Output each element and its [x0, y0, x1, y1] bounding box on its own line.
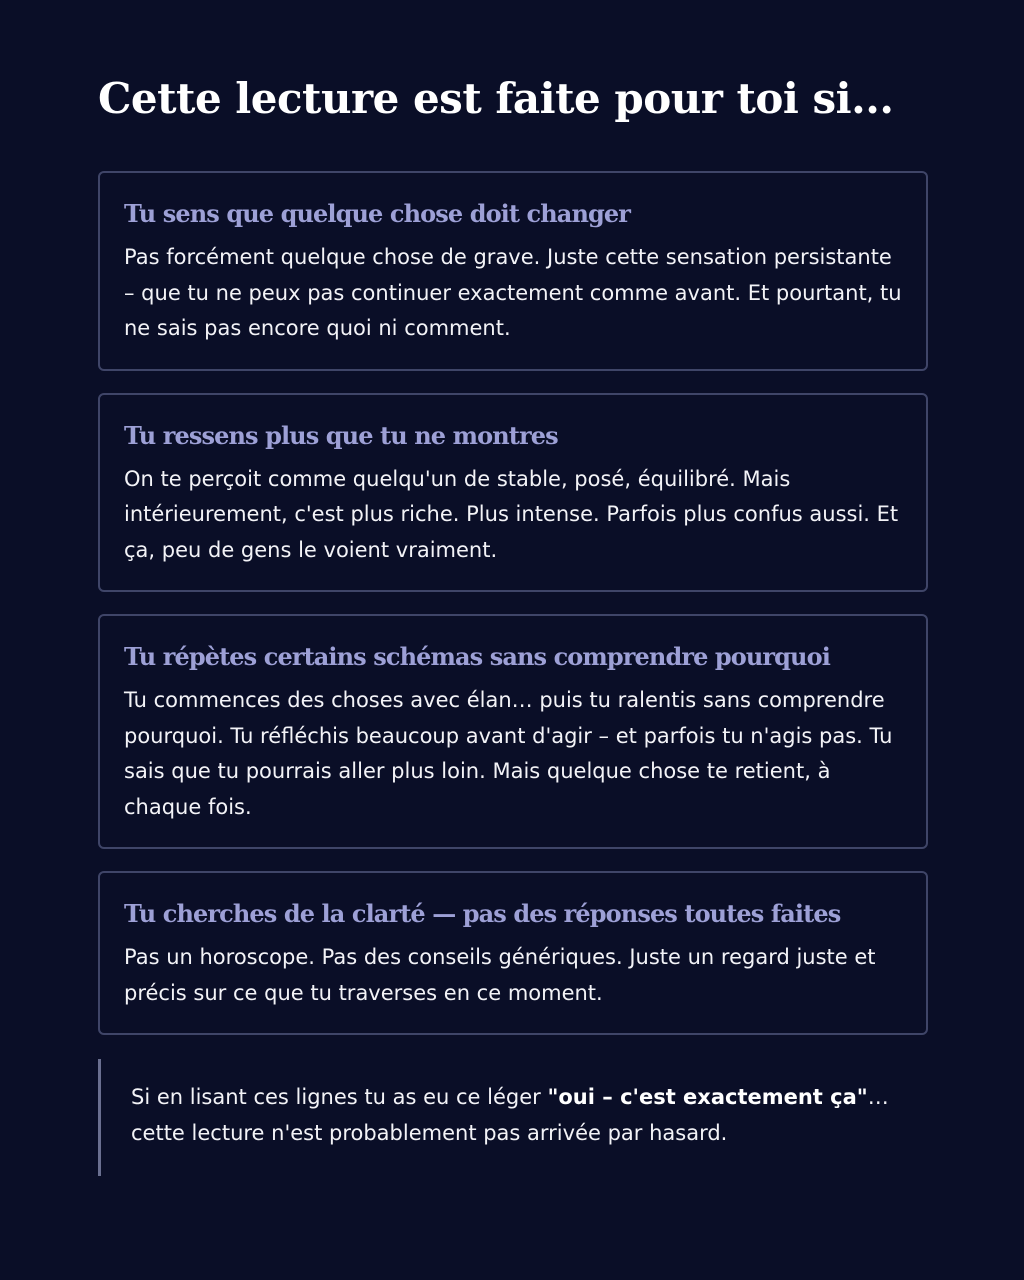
card-title: Tu cherches de la clarté — pas des réponses toutes faites — [124, 899, 841, 928]
card-body: Tu commences des choses avec élan… puis tu ralentis sans comprendre pourquoi. Tu réfléchis beaucoup avant d'agir – et parfois tu n'agis pas. Tu sais que tu pourrais aller plus loin. Mais quelque chose te retient, à chaque fois. — [124, 688, 893, 819]
criteria-card-feelings — [98, 393, 928, 593]
card-body: Pas forcément quelque chose de grave. Juste cette sensation persistante – que tu ne peux pas continuer exactement comme avant. Et pourtant, tu ne sais pas encore quoi ni comment. — [124, 245, 902, 340]
closing-text — [131, 1079, 908, 1151]
card-title: Tu répètes certains schémas sans comprendre pourquoi — [124, 642, 830, 671]
criteria-card-patterns — [98, 614, 928, 849]
page-title: Cette lecture est faite pour toi si... — [98, 74, 894, 123]
card-title: Tu sens que quelque chose doit changer — [124, 199, 630, 228]
criteria-card-change — [98, 171, 928, 371]
card-title: Tu ressens plus que tu ne montres — [124, 420, 558, 450]
closing-quote — [98, 1059, 928, 1176]
card-body: On te perçoit comme quelqu'un de stable, posé, équilibré. Mais intérieurement, c'est plus riche. Plus intense. Parfois plus confus aussi. Et ça, peu de gens le voient vraiment. — [124, 466, 899, 562]
closing-suffix: … cette lecture n'est probablement pas arrivée par hasard. — [131, 1085, 889, 1145]
closing-highlight: "oui – c'est exactement ça" — [547, 1085, 868, 1109]
card-body: Pas un horoscope. Pas des conseils génériques. Juste un regard juste et précis sur ce que tu traverses en ce moment. — [124, 945, 876, 1005]
page-content — [98, 70, 928, 1192]
closing-prefix: Si en lisant ces lignes tu as eu ce léger — [131, 1085, 548, 1109]
criteria-card-clarity — [98, 871, 928, 1035]
criteria-list — [98, 171, 928, 1035]
